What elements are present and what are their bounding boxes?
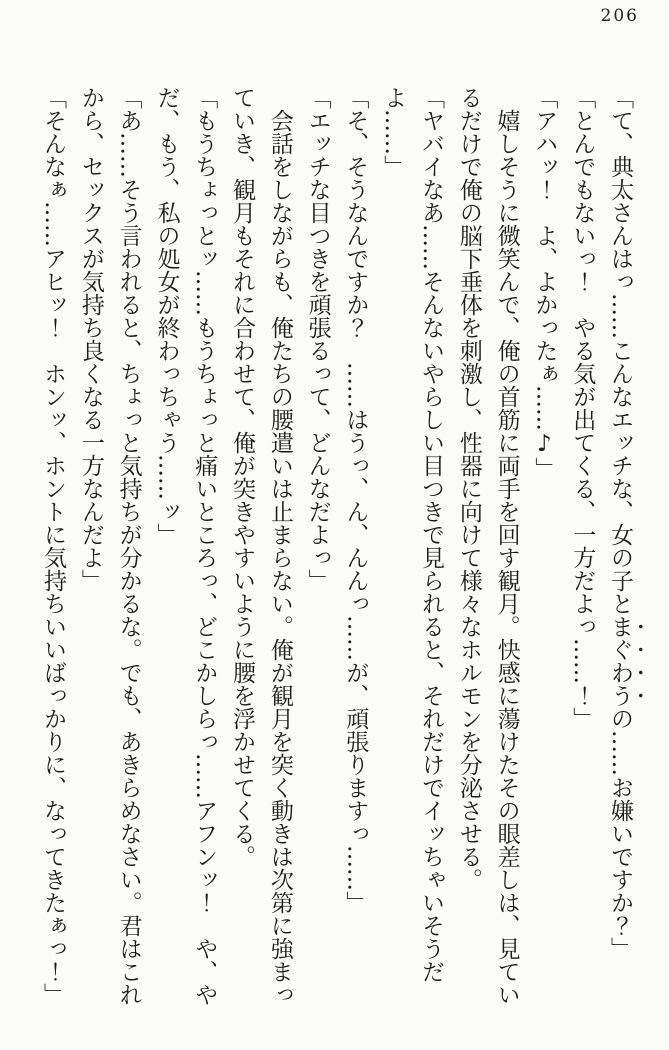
text-line: 嬉しそうに微笑んで、俺の首筋に両手を回す観月。快感に蕩けたその眼差しは、見ているだけで俺の脳下垂体を刺激し、性器に向けて様々なホルモンを分泌させる。 — [455, 86, 520, 1006]
emphasis-dots-text: まぐわう — [607, 615, 633, 707]
text-line: 「エッチな目つきを頑張るって、どんなだよっ」 — [304, 86, 331, 592]
text-line: 「て、典太さんはっ……こんなエッチな、女の子とまぐわうの……お嫌いですか？」 — [607, 86, 633, 960]
text-line: 「ヤバイなあ……そんないやらしい目つきで見られると、それだけでイッちゃいそうだよ……」 — [380, 86, 445, 983]
text-line: 「とんでもないっ！ やる気が出てくる、一方だよっ……！」 — [569, 86, 596, 730]
text-line: 「そ、そうなんですか？ ……はうっ、ん、んんっ……が、頑張りますっ……」 — [342, 86, 369, 914]
page-number: 206 — [600, 6, 639, 26]
text-line: 「あ……そう言われると、ちょっと気持ちが分かるな。でも、あきらめなさい。君はこれから、セックスが気持ち良くなる一方なんだよ」 — [77, 86, 142, 1006]
vertical-text-block — [33, 86, 647, 1006]
text-line: 会話をしながらも、俺たちの腰遣いは止まらない。俺が観月を突く動きは次第に強まっていき、観月もそれに合わせて、俺が突きやすいように腰を浮かせてくる。 — [229, 86, 293, 1006]
text-line: 「そんなぁ……アヒッ！ ホンッ、ホントに気持ちいいばっかりに、なってきたぁっ！」 — [40, 86, 67, 1006]
text-line: 「アハッ！ よ、よかったぁ……♪」 — [531, 86, 558, 480]
text-line: 「もうちょっとッ……もうちょっと痛いところっ、どこかしらっ……アフンッ！ や、やだ、もう、私の処女が終わっちゃう……ッ」 — [153, 86, 218, 1006]
